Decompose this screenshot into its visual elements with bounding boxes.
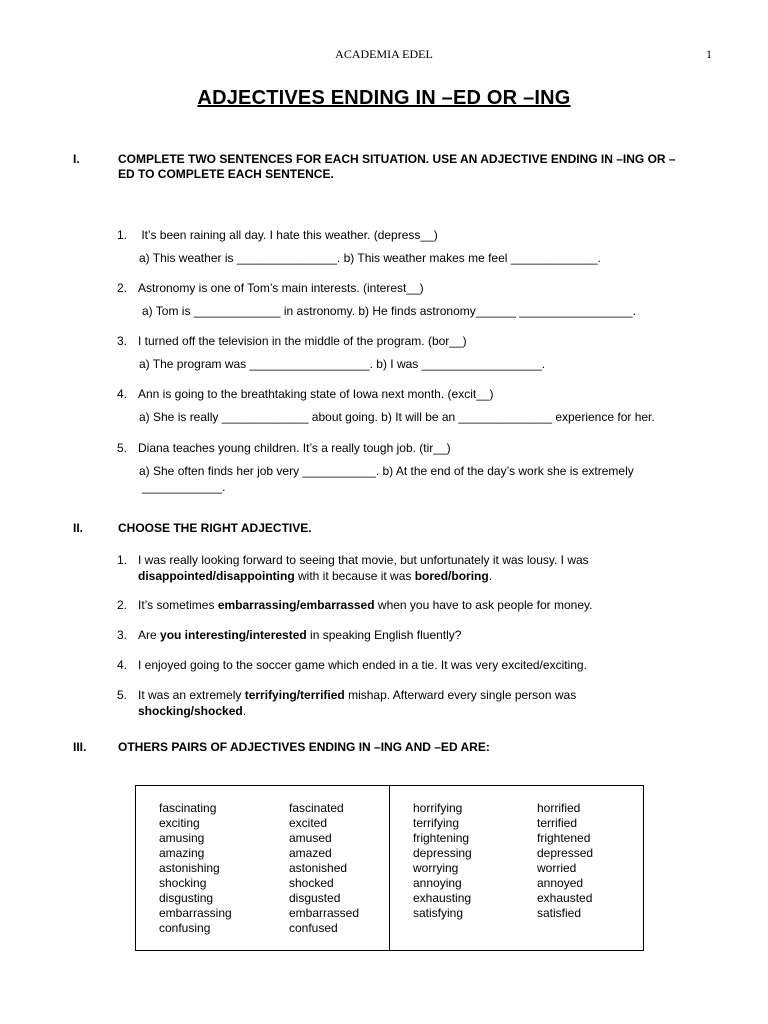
adjective-word: fascinating <box>159 801 217 815</box>
ing-column-2 <box>413 801 472 921</box>
adjective-word: satisfying <box>413 906 464 920</box>
adjective-word: embarrassing <box>159 906 232 920</box>
adjective-word: depressing <box>413 846 472 860</box>
exercise-2-item-5: 5. It was an extremely terrifying/terrified mishap. Afterward every single person was shocking/shocked. <box>117 688 577 718</box>
exercise-1-item-2: 2. Astronomy is one of Tom’s main interests. (interest__) a) Tom is _____________ in astronomy. b) He finds astronomy______ _________________. <box>117 281 636 318</box>
exercise-2-item-1: 1. I was really looking forward to seeing that movie, but unfortunately it was lousy. I was disappointed/disappointing with it because it was bored/boring. <box>117 553 589 583</box>
adjective-word: fascinated <box>289 801 344 815</box>
adjective-word: exhausted <box>537 891 593 905</box>
section-1-instruction: COMPLETE TWO SENTENCES FOR EACH SITUATION. USE AN ADJECTIVE ENDING IN –ING OR – ED TO COMPLETE EACH SENTENCE. <box>118 152 676 181</box>
ed-column-2 <box>537 801 593 921</box>
section-3-number: III. <box>73 740 87 754</box>
ing-column-1 <box>159 801 232 936</box>
adjective-word: horrifying <box>413 801 463 815</box>
adjective-word: worried <box>537 861 577 875</box>
adjective-word: disgusted <box>289 891 341 905</box>
adjective-word: amazing <box>159 846 205 860</box>
exercise-1-item-1: 1. It’s been raining all day. I hate this weather. (depress__) a) This weather is _______________. b) This weather makes me feel _____________. <box>117 228 601 265</box>
adjective-word: confused <box>289 921 338 935</box>
adjective-pairs-table <box>135 785 644 951</box>
adjective-word: exhausting <box>413 891 472 905</box>
exercise-2-item-3: 3. Are you interesting/interested in speaking English fluently? <box>117 628 462 642</box>
adjective-word: shocked <box>289 876 334 890</box>
page-number: 1 <box>706 47 712 61</box>
document-header: ACADEMIA EDEL <box>335 47 433 61</box>
adjective-word: terrifying <box>413 816 460 830</box>
section-2-instruction: CHOOSE THE RIGHT ADJECTIVE. <box>118 521 312 535</box>
adjective-word: embarrassed <box>289 906 360 920</box>
adjective-word: annoyed <box>537 876 584 890</box>
adjective-word: amazed <box>289 846 332 860</box>
adjective-word: shocking <box>159 876 207 890</box>
section-3-instruction: OTHERS PAIRS OF ADJECTIVES ENDING IN –ING AND –ED ARE: <box>118 740 490 754</box>
adjective-word: disgusting <box>159 891 214 905</box>
section-1-number: I. <box>73 152 80 166</box>
adjective-word: astonishing <box>159 861 220 875</box>
adjective-word: terrified <box>537 816 578 830</box>
adjective-word: frightening <box>413 831 470 845</box>
adjective-word: astonished <box>289 861 348 875</box>
adjective-word: amusing <box>159 831 205 845</box>
adjective-word: depressed <box>537 846 594 860</box>
adjective-word: annoying <box>413 876 462 890</box>
page-title: ADJECTIVES ENDING IN –ED OR –ING <box>197 87 571 109</box>
adjective-word: exciting <box>159 816 200 830</box>
exercise-1-item-3: 3. I turned off the television in the middle of the program. (bor__) a) The program was __________________. b) I was __________________. <box>117 334 546 371</box>
adjective-word: frightened <box>537 831 591 845</box>
adjective-word: horrified <box>537 801 581 815</box>
adjective-word: confusing <box>159 921 211 935</box>
section-2-number: II. <box>73 521 84 535</box>
adjective-word: excited <box>289 816 328 830</box>
exercise-2-item-2: 2. It’s sometimes embarrassing/embarrassed when you have to ask people for money. <box>117 598 593 612</box>
exercise-1-item-4: 4. Ann is going to the breathtaking state of Iowa next month. (excit__) a) She is really _____________ about going. b) It will be an ______________ experience for her. <box>117 387 655 424</box>
adjective-word: satisfied <box>537 906 582 920</box>
ed-column-1 <box>289 801 359 936</box>
table-divider <box>389 786 390 950</box>
adjective-word: amused <box>289 831 332 845</box>
adjective-word: worrying <box>413 861 459 875</box>
exercise-1-item-5: 5. Diana teaches young children. It’s a really tough job. (tir__) a) She often finds her job very ___________. b) At the end of the day’s work she is extremely ____________. <box>117 441 634 494</box>
exercise-2-item-4: 4. I enjoyed going to the soccer game which ended in a tie. It was very excited/exciting. <box>117 658 587 672</box>
